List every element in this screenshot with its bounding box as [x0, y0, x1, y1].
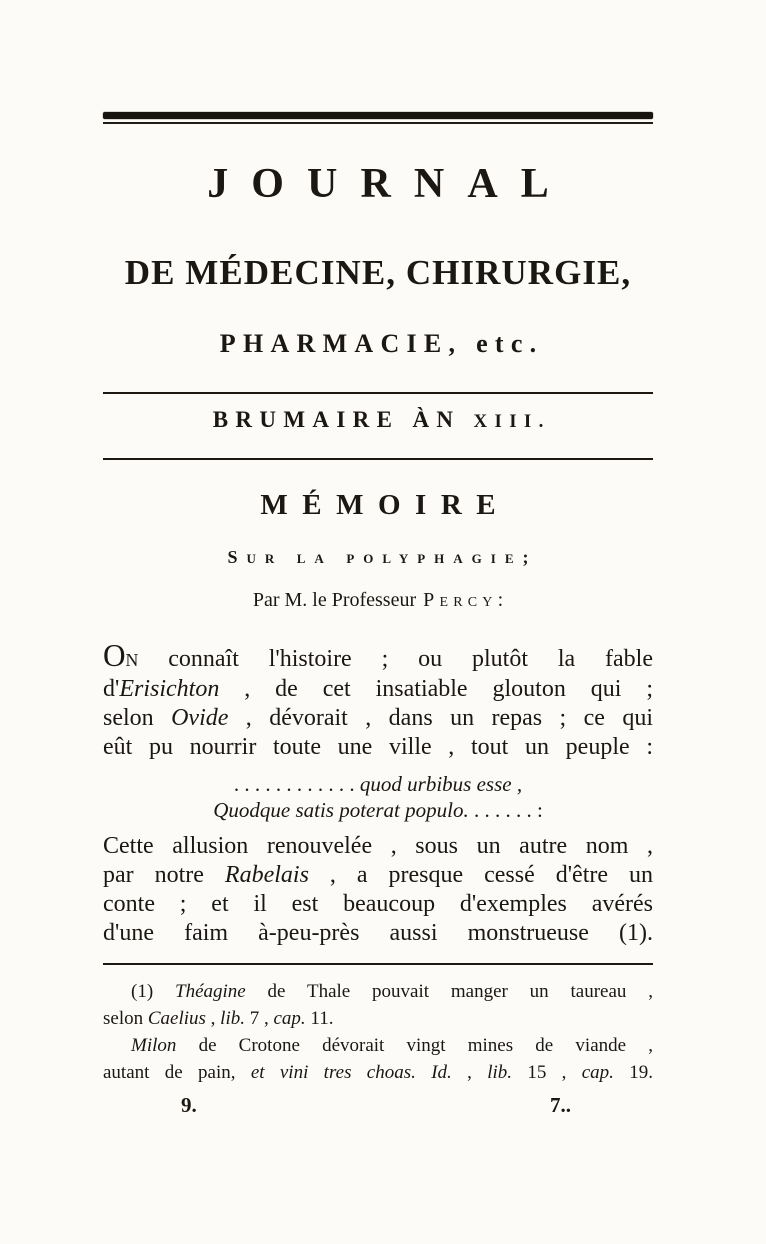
italic-run: et vini tres choas. Id. — [250, 1062, 452, 1083]
text-run: connaît l'histoire ; ou plutôt la fable — [138, 646, 653, 672]
journal-title: JOURNAL — [207, 161, 572, 207]
text-line — [103, 797, 653, 823]
text-run: eût pu nourrir toute une ville , tout un peuple : — [103, 734, 653, 760]
italic-run: Erisichton — [119, 676, 220, 702]
italic-run: cap. — [273, 1008, 306, 1029]
text-line — [103, 832, 653, 861]
italic-run: Caelius — [147, 1008, 206, 1029]
text-line — [103, 1032, 653, 1059]
italic-run: cap. — [581, 1062, 614, 1083]
text-line — [103, 1005, 653, 1032]
text-run: 11. — [305, 1008, 334, 1029]
article-body — [103, 640, 653, 948]
issue-rule-top — [103, 392, 653, 394]
text-line — [103, 1059, 653, 1086]
text-run: d' — [103, 676, 120, 702]
article-subheading: Sur la polyphagie; — [227, 547, 538, 567]
signature-left: 9. — [181, 1093, 197, 1117]
issue-line — [103, 405, 653, 437]
italic-run: Milon — [131, 1035, 177, 1056]
italic-run: Ovide — [171, 705, 229, 731]
text-line — [103, 919, 653, 948]
italic-run: Théagine — [175, 981, 246, 1002]
text-run: , dévorait , dans un repas ; ce qui — [228, 705, 653, 731]
thick-rule — [103, 112, 653, 119]
text-run: par notre — [103, 862, 225, 888]
italic-run: lib. — [220, 1008, 245, 1029]
italic-run: lib. — [487, 1062, 512, 1083]
italic-run: Quodque satis poterat populo. — [213, 798, 469, 822]
text-line — [103, 861, 653, 890]
article-byline — [103, 587, 653, 613]
footnotes — [103, 978, 653, 1086]
journal-subtitle: DE MÉDECINE, CHIRURGIE, — [124, 253, 632, 292]
issue-month: BRUMAIRE ÀN — [212, 407, 474, 432]
journal-subtitle-2: PHARMACIE, etc. — [219, 329, 544, 358]
text-run: , — [451, 1062, 488, 1083]
issue-rule-bottom — [103, 458, 653, 460]
para-1 — [103, 640, 653, 762]
footnote-rule — [103, 963, 653, 965]
issue-year-numeral: XIII. — [473, 411, 551, 432]
byline-suffix: : — [497, 589, 504, 611]
text-line — [103, 733, 653, 762]
text-line — [103, 704, 653, 733]
text-run: 7 , — [244, 1008, 274, 1029]
text-run: d'une faim à-peu-près aussi monstrueuse (1). — [103, 920, 653, 946]
text-run: N — [125, 650, 139, 670]
text-run: , — [205, 1008, 221, 1029]
latin-verse — [103, 771, 653, 823]
text-run: 19. — [613, 1062, 653, 1083]
italic-run: Rabelais — [224, 862, 309, 888]
text-run: , a presque cessé d'être un — [308, 862, 653, 888]
text-line — [103, 978, 653, 1005]
text-line — [103, 640, 653, 675]
text-run: conte ; et il est beaucoup d'exemples avérés — [103, 891, 653, 917]
text-line — [103, 675, 653, 704]
author-name: Percy — [423, 589, 498, 611]
text-line — [103, 771, 653, 797]
text-run: de Thale pouvait manger un taureau , — [245, 981, 654, 1002]
masthead-double-rule — [103, 112, 653, 124]
article-heading: MÉMOIRE — [260, 489, 511, 521]
text-run: selon — [103, 705, 172, 731]
text-run: (1) — [131, 981, 175, 1002]
text-line — [103, 890, 653, 919]
para-2 — [103, 832, 653, 948]
thin-rule — [103, 122, 653, 124]
signature-right: 7.. — [550, 1093, 571, 1117]
text-run: selon — [103, 1008, 148, 1029]
text-run: autant de pain, — [103, 1062, 251, 1083]
text-run: Cette allusion renouvelée , sous un autre nom , — [103, 833, 653, 859]
text-run: de Crotone dévorait vingt mines de viande , — [176, 1035, 653, 1056]
text-column — [103, 112, 653, 1118]
text-run: , de cet insatiable glouton qui ; — [219, 676, 653, 702]
italic-run: quod urbibus esse , — [359, 772, 523, 796]
signature-marks — [103, 1093, 653, 1118]
text-run: . . . . . . . . . . . . — [233, 772, 360, 796]
text-run: O — [103, 638, 126, 673]
byline-prefix: Par M. le Professeur — [252, 589, 422, 611]
text-run: . . . . . . : — [468, 798, 543, 822]
text-run: 15 , — [512, 1062, 582, 1083]
